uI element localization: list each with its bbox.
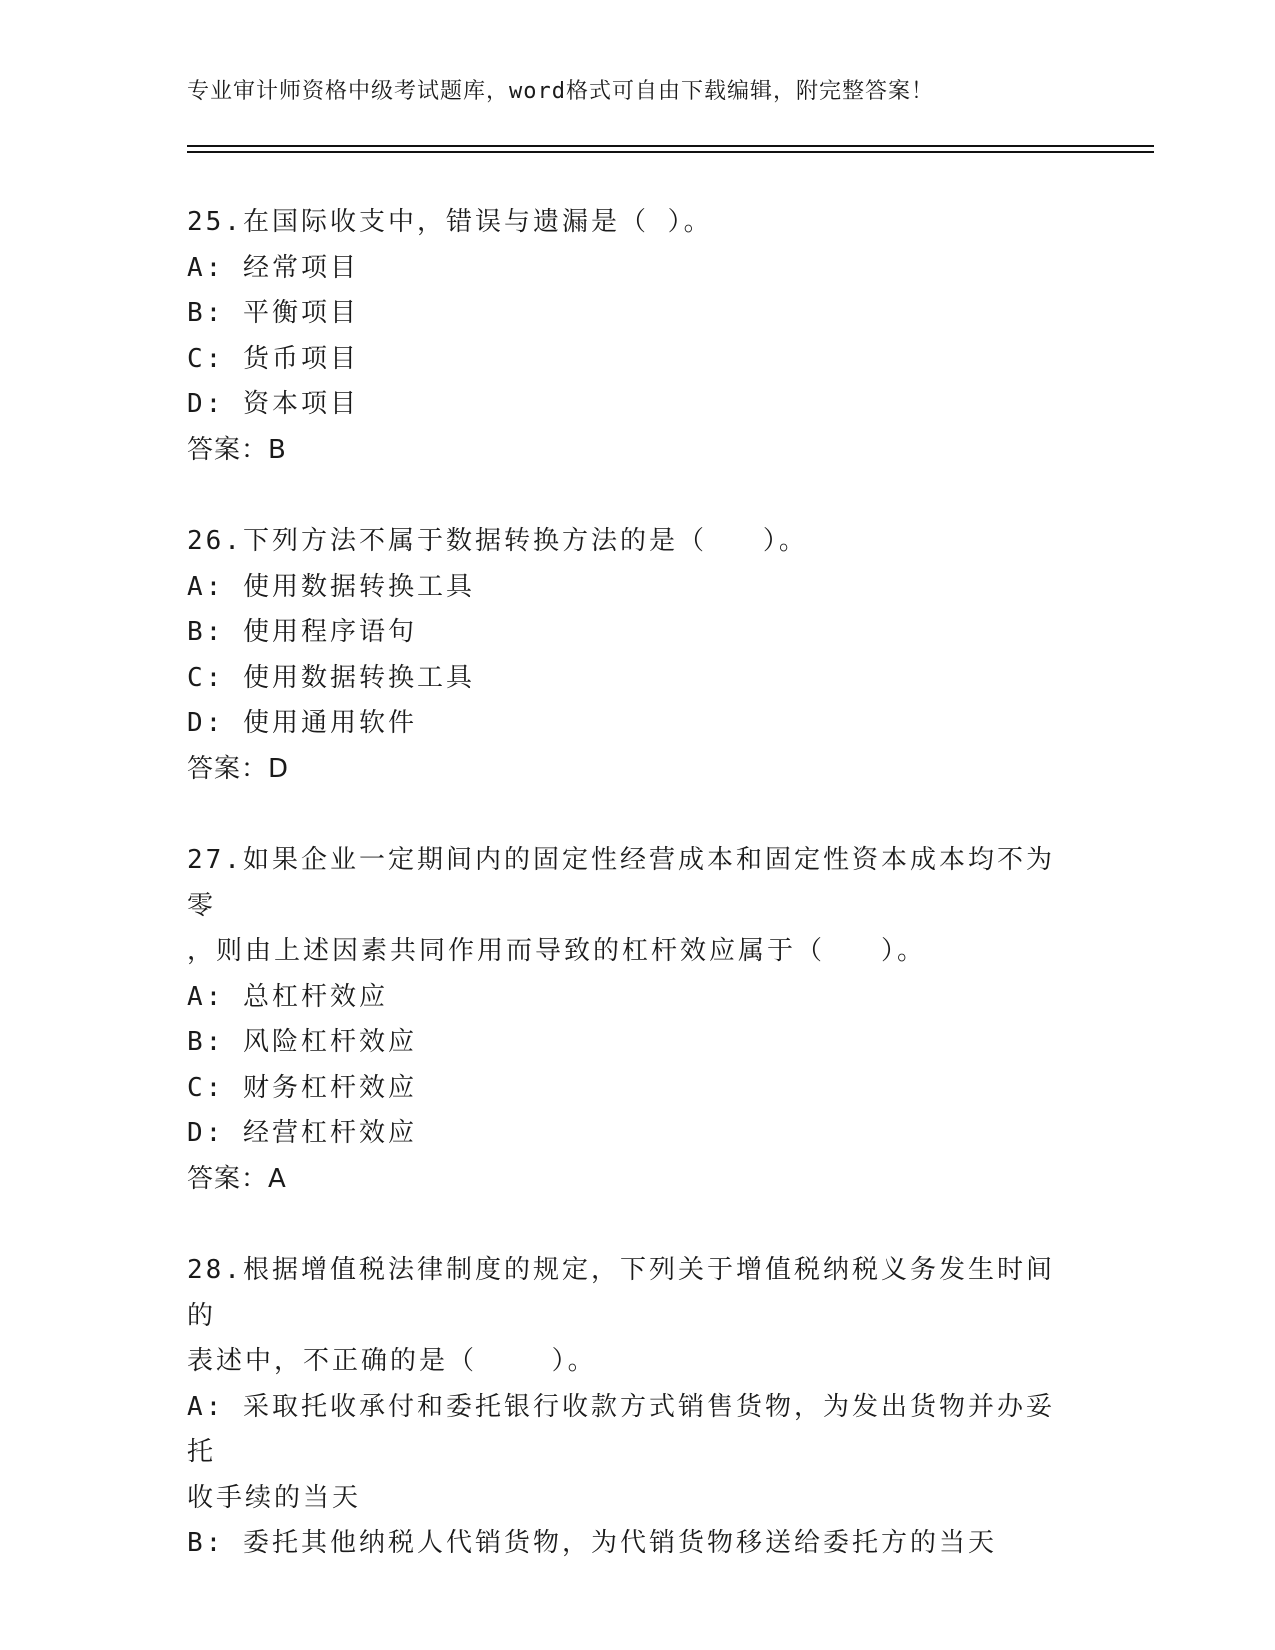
question-25 bbox=[187, 200, 1067, 473]
option-b: B: 风险杠杆效应 bbox=[187, 1027, 417, 1057]
answer: 答案：A bbox=[187, 1163, 287, 1194]
option-b: B: 平衡项目 bbox=[187, 298, 359, 328]
question-26 bbox=[187, 519, 1067, 792]
question-list bbox=[187, 200, 1067, 1613]
option-a: A: 使用数据转换工具 bbox=[187, 571, 475, 602]
header-divider bbox=[187, 145, 1154, 153]
option-b: B: 使用程序语句 bbox=[187, 617, 417, 647]
question-28 bbox=[187, 1248, 1067, 1567]
option-b: B: 委托其他纳税人代销货物，为代销货物移送给委托方的当天 bbox=[187, 1528, 997, 1558]
option-d: D: 使用通用软件 bbox=[187, 708, 417, 738]
question-stem-continued: ，则由上述因素共同作用而导致的杠杆效应属于（ ）。 bbox=[187, 936, 926, 966]
question-stem: 27.如果企业一定期间内的固定性经营成本和固定性资本成本均不为零 bbox=[187, 845, 1055, 921]
option-c: C: 使用数据转换工具 bbox=[187, 662, 475, 693]
option-d: D: 资本项目 bbox=[187, 389, 359, 419]
option-d: D: 经营杠杆效应 bbox=[187, 1118, 417, 1148]
page-header: 专业审计师资格中级考试题库，word格式可自由下载编辑，附完整答案！ bbox=[187, 79, 934, 104]
answer: 答案：D bbox=[187, 753, 290, 784]
option-a: A: 经常项目 bbox=[187, 252, 359, 283]
question-stem: 26.下列方法不属于数据转换方法的是（ ）。 bbox=[187, 526, 808, 556]
option-a-continued: 收手续的当天 bbox=[187, 1482, 362, 1513]
question-27 bbox=[187, 838, 1067, 1202]
answer: 答案：B bbox=[187, 434, 287, 465]
option-a: A: 采取托收承付和委托银行收款方式销售货物，为发出货物并办妥托 bbox=[187, 1391, 1055, 1467]
question-stem: 28.根据增值税法律制度的规定，下列关于增值税纳税义务发生时间的 bbox=[187, 1255, 1055, 1331]
option-c: C: 货币项目 bbox=[187, 343, 359, 374]
question-stem-continued: 表述中，不正确的是（ ）。 bbox=[187, 1346, 597, 1376]
option-c: C: 财务杠杆效应 bbox=[187, 1072, 417, 1103]
question-stem: 25.在国际收支中，错误与遗漏是（ ）。 bbox=[187, 207, 713, 237]
option-a: A: 总杠杆效应 bbox=[187, 981, 388, 1012]
